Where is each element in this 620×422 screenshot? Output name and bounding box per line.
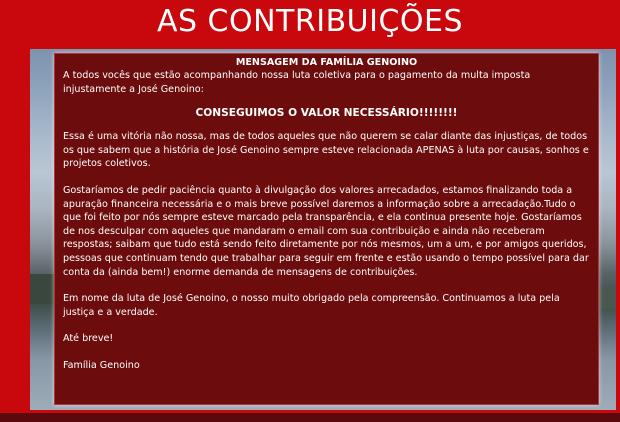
- message-headline: CONSEGUIMOS O VALOR NECESSÁRIO!!!!!!!!: [195, 107, 458, 120]
- message-paragraph-3: Em nome da luta de José Genoino, o nosso muito obrigado pela compreensão. Continuamos a luta pela justiça e a verdade.: [63, 293, 560, 318]
- message-heading: MENSAGEM DA FAMÍLIA GENOINO: [235, 57, 418, 68]
- page-title: AS CONTRIBUIÇÕES: [156, 4, 464, 39]
- message-panel: [54, 53, 599, 405]
- message-intro: A todos vocês que estão acompanhando nossa luta coletiva para o pagamento da multa imposta injustamente a José Genoino:: [63, 70, 531, 95]
- message-signature: Família Genoino: [63, 359, 140, 371]
- bottom-strip: [0, 410, 620, 422]
- message-closing: Até breve!: [63, 333, 114, 345]
- message-paragraph-1: Essa é uma vitória não nossa, mas de todos aqueles que não querem se calar diante das injustiças, de todos os que sabem que a história de José Genoino sempre esteve relacionada APENAS à luta por causas, sonhos e projetos coletivos.: [63, 131, 589, 170]
- message-paragraph-2: Gostaríamos de pedir paciência quanto à divulgação dos valores arrecadados, estamos finalizando toda a apuração financeira necessária e o mais breve possível daremos a informação sobre a arrecadação.Tudo o que foi feito por nós sempre esteve marcado pela transparência, e ela continua presente hoje. Gostaríamos de nos desculpar com aqueles que mandaram o email com sua contribuição e ainda não receberam respostas; saibam que tudo está sendo feito diretamente por nós mesmos, um a um, e por amigos queridos, pessoas que continuam tendo que trabalhar para seguir em frente e estão usando o tempo possível para dar conta da (ainda bem!) enorme demanda de mensagens de contribuições.: [63, 184, 589, 278]
